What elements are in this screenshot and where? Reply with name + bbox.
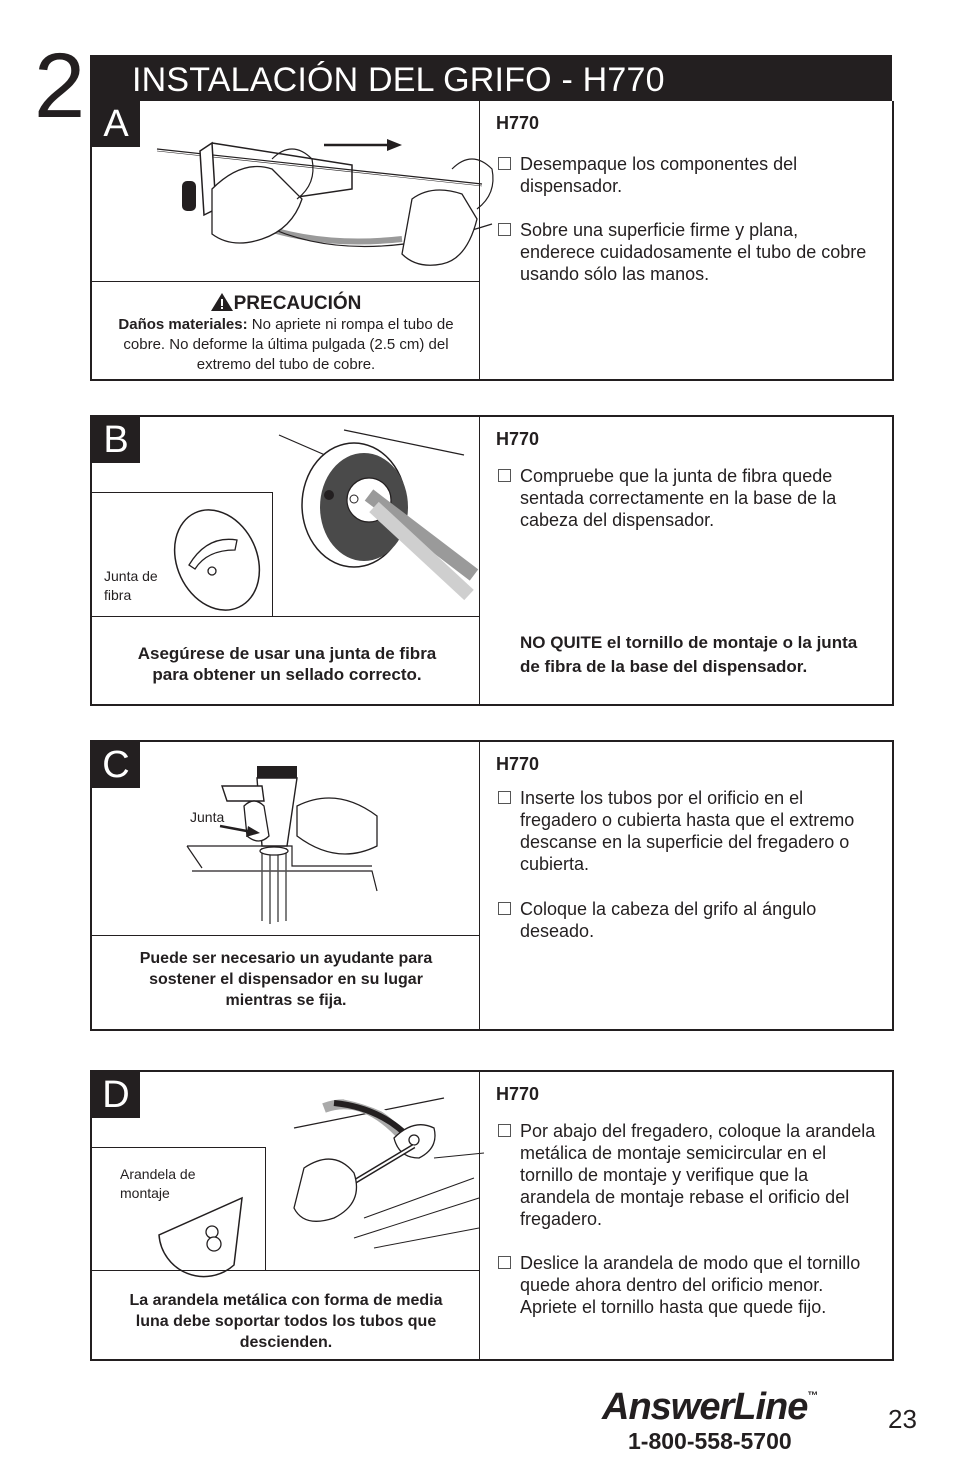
divider (479, 417, 480, 704)
step-text: Por abajo del fregadero, coloque la arandela metálica de montaje semicircular en el tornillo de montaje y verifique que la arandela de montaje rebase el orificio del fregadero. (520, 1121, 876, 1229)
checkbox-icon (498, 791, 511, 804)
note-right: NO QUITE el tornillo de montaje o la junta de fibra de la base del dispensador. (520, 633, 858, 676)
step-item (496, 1252, 876, 1318)
brand-name: AnswerLine (602, 1386, 808, 1428)
answerline-logo (602, 1386, 817, 1429)
panel-c (90, 740, 894, 1031)
panel-letter: C (92, 742, 140, 788)
mounting-washer-icon (154, 1190, 254, 1270)
checkbox-icon (498, 157, 511, 170)
model-label: H770 (496, 429, 540, 449)
caution-body: No apriete ni rompa el tubo de cobre. No deforme la última pulgada (2.5 cm) del extremo del tubo de cobre. (123, 316, 454, 373)
note-left: Puede ser necesario un ayudante para sostener el dispensador en su lugar mientras se fija. (139, 950, 433, 1009)
divider (92, 281, 479, 282)
checkbox-icon (498, 902, 511, 915)
caution-text (106, 315, 466, 375)
divider (92, 1270, 479, 1271)
checkbox-icon (498, 1256, 511, 1269)
dispenser-base-illustration (274, 425, 479, 600)
washer-label: Arandela de montaje (120, 1166, 196, 1201)
step-text: Deslice la arandela de modo que el tornillo quede ahora dentro del orificio menor. Apriete el tornillo hasta que quede fijo. (520, 1253, 861, 1317)
checkbox-icon (498, 469, 511, 482)
divider (92, 935, 479, 936)
gasket-label: Junta de fibra (104, 568, 158, 603)
note-left: La arandela metálica con forma de media luna debe soportar todos los tubos que descienden. (129, 1292, 443, 1351)
step-item (496, 898, 876, 942)
caution-lead: Daños materiales: (118, 316, 248, 333)
warning-triangle-icon (210, 292, 234, 312)
section-title: INSTALACIÓN DEL GRIFO - H770 (132, 61, 665, 99)
phone-number: 1-800-558-5700 (628, 1428, 792, 1454)
caution-heading (92, 289, 479, 315)
note-left: Asegúrese de usar una junta de fibra para obtener un sellado correcto. (137, 644, 437, 684)
step-number: 2 (34, 35, 86, 137)
straighten-tube-illustration (152, 129, 532, 299)
checkbox-icon (498, 1124, 511, 1137)
step-item (496, 787, 876, 875)
insert-tubes-illustration (182, 756, 442, 936)
panel-b (90, 415, 894, 706)
step-item (496, 1120, 876, 1230)
panel-letter: B (92, 417, 140, 463)
divider (479, 742, 480, 1029)
step-text: Compruebe que la junta de fibra quede sentada correctamente en la base de la cabeza del dispensador. (520, 466, 837, 530)
step-text: Coloque la cabeza del grifo al ángulo deseado. (520, 899, 817, 941)
model-label: H770 (496, 754, 540, 774)
model-label: H770 (496, 1084, 540, 1104)
step-item (496, 153, 876, 197)
step-item (496, 219, 876, 285)
step-text: Inserte los tubos por el orificio en el fregadero o cubierta hasta que el extremo descanse en la superficie del fregadero o cubierta. (520, 788, 855, 874)
page-number: 23 (888, 1404, 917, 1434)
gasket-label: Junta (190, 809, 225, 825)
step-item (496, 465, 876, 531)
panel-d (90, 1070, 894, 1361)
step-text: Desempaque los componentes del dispensador. (520, 154, 798, 196)
panel-letter: D (92, 1072, 140, 1118)
panel-letter: A (92, 101, 140, 147)
panel-a (90, 101, 894, 381)
trademark: ™ (807, 1390, 818, 1402)
model-label: H770 (496, 113, 540, 133)
divider (92, 616, 479, 617)
tighten-washer-illustration (284, 1098, 484, 1268)
caution-title: PRECAUCIÓN (233, 293, 362, 314)
step-text: Sobre una superficie firme y plana, enderece cuidadosamente el tubo de cobre usando sólo las manos. (520, 220, 867, 284)
section-title-bar (90, 55, 892, 103)
checkbox-icon (498, 223, 511, 236)
